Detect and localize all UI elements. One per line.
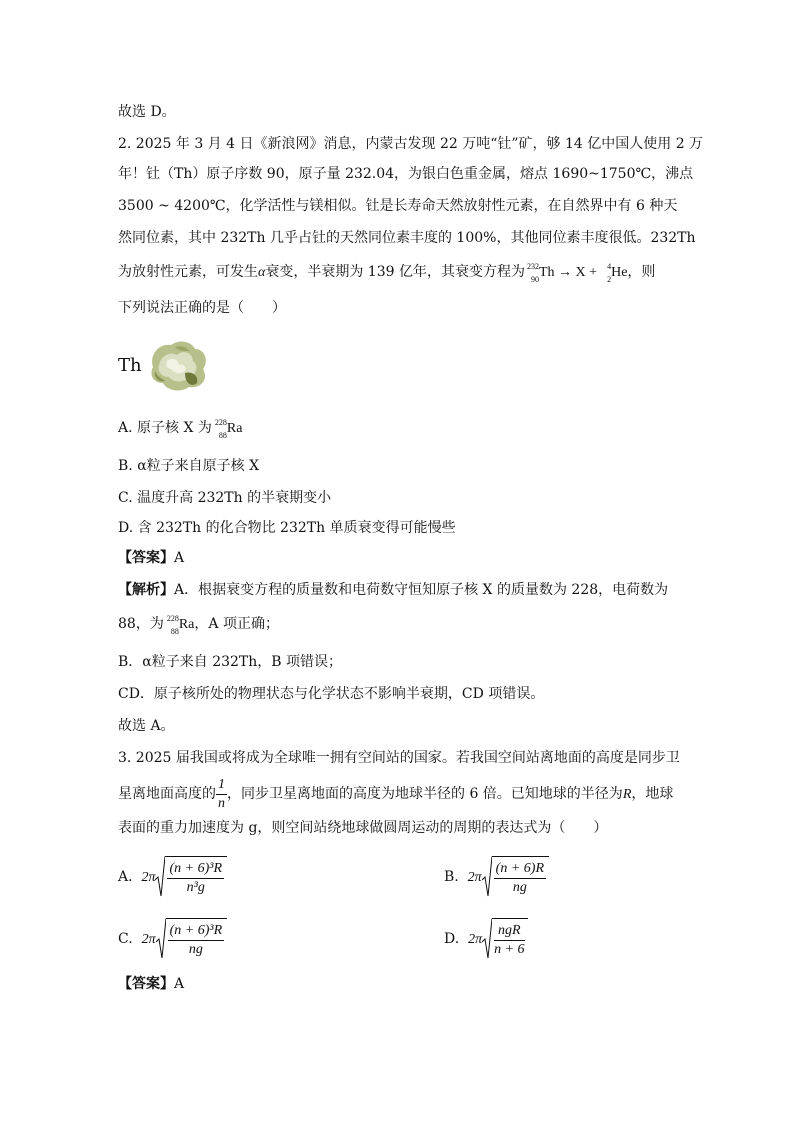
th-isotope-numbers (525, 262, 539, 284)
q3-line-2-pre: 星离地面高度的 (118, 786, 216, 802)
q3-option-b-label: B. (444, 869, 459, 885)
sqrt-b (482, 856, 549, 898)
frac-c-den: ng (188, 941, 203, 957)
q3-option-a-label: A. (118, 869, 133, 885)
two-pi-c: 2π (141, 932, 156, 947)
radical-sign-icon (155, 856, 165, 898)
q3-option-c (118, 918, 227, 960)
q2-option-a-text: A. 原子核 X 为 (118, 420, 212, 437)
q3-option-d-label: D. (444, 931, 460, 947)
fraction-numerator: 1 (216, 776, 227, 795)
frac-d-den: n + 6 (494, 941, 525, 957)
q2-line-6: 下列说法正确的是（ ） (118, 300, 286, 316)
frac-a-num: (n + 6)³R (167, 860, 224, 879)
analysis-line-2-post: ，A 项正确； (194, 616, 279, 633)
q2-analysis-line-3: B．α粒子来自 232Th，B 项错误； (118, 654, 343, 670)
frac-d (494, 922, 524, 959)
frac-b-num: (n + 6)R (494, 860, 546, 879)
q2-line-5-mid: 衰变，半衰期为 139 亿年，其衰变方程为 (265, 264, 525, 281)
decay-equation (525, 262, 628, 284)
th-mass-number: 232 (526, 262, 539, 271)
q2-analysis-line-4: CD．原子核所处的物理状态与化学状态不影响半衰期，CD 项错误。 (118, 686, 545, 702)
fraction-denominator: n (218, 795, 225, 811)
q3-option-d (444, 918, 528, 960)
frac-a-den: n³g (186, 879, 205, 895)
radical-sign-icon (482, 918, 492, 960)
ra-symbol: Ra (226, 421, 243, 437)
ra-symbol-analysis: Ra (178, 617, 195, 633)
two-pi-a: 2π (141, 870, 156, 885)
two-pi-b: 2π (467, 870, 482, 885)
q2-answer (118, 548, 184, 568)
q2-line-1: 2. 2025 年 3 月 4 日《新浪网》消息，内蒙古发现 22 万吨“钍”矿，够 14 亿中国人使用 2 万 (118, 136, 704, 152)
ra-isotope-analysis (164, 614, 195, 636)
radical-sign-icon (482, 856, 492, 898)
frac-c-num: (n + 6)³R (168, 922, 225, 941)
q3-line-2 (118, 774, 673, 815)
answer-tag: 【答案】 (118, 976, 174, 992)
q2-line-2: 年！钍（Th）原子序数 90，原子量 232.04，为银白色重金属，熔点 1690~1750℃，沸点 (118, 166, 694, 182)
sqrt-c (156, 918, 228, 960)
q2-line-5 (118, 262, 655, 284)
analysis-line-2-pre: 88，为 (118, 616, 164, 633)
q2-line-5-pre: 为放射性元素，可发生 (118, 264, 258, 281)
answer-value: A (174, 976, 185, 992)
q2-option-b: B. α粒子来自原子核 X (118, 458, 260, 474)
x-symbol: X (575, 265, 586, 281)
ra-atomic-number: 88 (218, 431, 227, 440)
he-mass-number: 4 (607, 262, 612, 271)
he-isotope-numbers (597, 262, 611, 284)
thorium-mineral-icon (145, 337, 211, 393)
prev-conclusion: 故选 D。 (118, 104, 176, 120)
radical-sign-icon (156, 918, 166, 960)
answer-tag: 【答案】 (118, 550, 174, 566)
sqrt-d (482, 918, 527, 960)
answer-value: A (174, 550, 185, 566)
ra-isotope-numbers (212, 418, 227, 440)
arrow-symbol: → (558, 265, 573, 281)
sqrt-a (155, 856, 227, 898)
q3-option-a (118, 856, 227, 898)
ra-atomic-number-analysis: 88 (170, 627, 179, 636)
frac-c (168, 922, 225, 959)
analysis-line-1-text: A．根据衰变方程的质量数和电荷数守恒知原子核 X 的质量数为 228，电荷数为 (174, 582, 669, 598)
q2-option-c: C. 温度升高 232Th 的半衰期变小 (118, 490, 332, 506)
alpha-symbol: α (258, 265, 266, 281)
ra-mass-number: 228 (214, 418, 227, 427)
two-pi-d: 2π (468, 932, 483, 947)
q3-answer (118, 974, 184, 994)
q2-line-4: 然同位素，其中 232Th 几乎占钍的天然同位素丰度的 100%，其他同位素丰度很低。232Th (118, 230, 696, 246)
ra-isotope (212, 418, 243, 440)
frac-a (167, 860, 224, 897)
q2-conclusion: 故选 A。 (118, 718, 175, 734)
frac-b (494, 860, 546, 897)
frac-d-num: ngR (494, 922, 524, 941)
he-atomic-number: 2 (607, 275, 612, 284)
frac-b-den: ng (512, 879, 527, 895)
fraction-one-over-n (216, 776, 227, 813)
q3-option-c-label: C. (118, 931, 133, 947)
q3-line-3: 表面的重力加速度为 g，则空间站绕地球做圆周运动的周期的表达式为（ ） (118, 820, 608, 836)
analysis-tag: 【解析】 (118, 582, 174, 598)
q2-option-d: D. 含 232Th 的化合物比 232Th 单质衰变得可能慢些 (118, 520, 456, 536)
he-symbol: He (611, 265, 628, 281)
q3-option-b (444, 856, 549, 898)
q2-line-5-post: ，则 (627, 264, 656, 281)
q2-analysis-line-1 (118, 580, 668, 600)
q3-line-2-post: ，同步卫星离地面的高度为地球半径的 6 倍。已知地球的半径为 (227, 786, 623, 802)
q2-option-a (118, 418, 242, 440)
radius-symbol: R (622, 787, 632, 802)
q2-analysis-line-2 (118, 614, 279, 636)
image-label-th: Th (118, 355, 142, 376)
ra-mass-number-analysis: 228 (166, 614, 179, 623)
q3-line-2-end: ，地球 (631, 786, 674, 802)
q2-line-3: 3500 ~ 4200℃，化学活性与镁相似。钍是长寿命天然放射性元素，在自然界中有 6 种天 (118, 198, 678, 214)
th-symbol: Th (538, 265, 555, 281)
q3-line-1: 3. 2025 届我国或将成为全球唯一拥有空间站的国家。若我国空间站离地面的高度是同步卫 (118, 750, 680, 766)
ra-isotope-analysis-numbers (164, 614, 179, 636)
plus-symbol: + (589, 265, 598, 281)
th-atomic-number: 90 (530, 275, 539, 284)
